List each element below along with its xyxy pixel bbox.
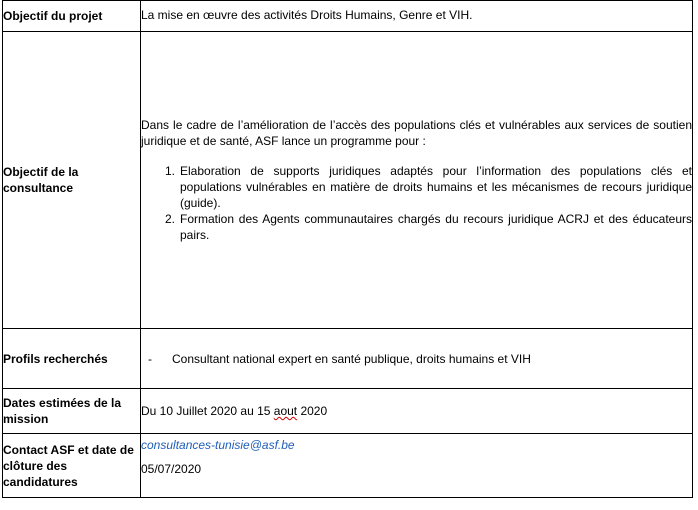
row-label: Profils recherchés [3, 329, 141, 389]
row-label: Dates estimées de la mission [3, 389, 141, 434]
list-item [141, 163, 692, 211]
date-range-end: 2020 [297, 404, 328, 418]
row-value [141, 389, 693, 434]
list-item [141, 211, 692, 243]
objectives-list [141, 163, 692, 243]
row-value [141, 329, 693, 389]
row-value [141, 32, 693, 329]
row-value: La mise en œuvre des activités Droits Humains, Genre et VIH. [141, 1, 693, 32]
row-label: Contact ASF et date de clôture des candidatures [3, 434, 141, 498]
row-label: Objectif de la consultance [3, 32, 141, 329]
bullet-dash: - [148, 351, 152, 366]
row-profils [3, 329, 693, 389]
closing-date: 05/07/2020 [141, 462, 202, 476]
spellcheck-flagged-word: aout [273, 404, 298, 418]
contact-email-link[interactable]: consultances-tunisie@asf.be [141, 438, 295, 452]
list-number: 1. [165, 164, 176, 178]
list-item-text: Elaboration de supports juridiques adaptés pour l’information des populations clés et populations vulnérables en matière de droits humains et les mécanismes de recours juridique (guide). [180, 164, 692, 210]
list-item [141, 351, 692, 367]
consultancy-info-table [2, 0, 693, 498]
row-value [141, 434, 693, 498]
intro-paragraph: Dans le cadre de l’amélioration de l’accès des populations clés et vulnérables aux services de soutien juridique et de santé, ASF lance un programme pour : [141, 118, 692, 148]
row-objectif-consultance [3, 32, 693, 329]
list-item-text: Consultant national expert en santé publique, droits humains et VIH [172, 351, 531, 366]
row-contact [3, 434, 693, 498]
row-objectif-projet [3, 1, 693, 32]
list-number: 2. [165, 212, 176, 226]
list-item-text: Formation des Agents communautaires chargés du recours juridique ACRJ et des éducateurs pairs. [180, 212, 692, 242]
row-dates [3, 389, 693, 434]
row-label: Objectif du projet [3, 1, 141, 32]
date-range-start: Du 10 Juillet 2020 au 15 [141, 404, 274, 418]
